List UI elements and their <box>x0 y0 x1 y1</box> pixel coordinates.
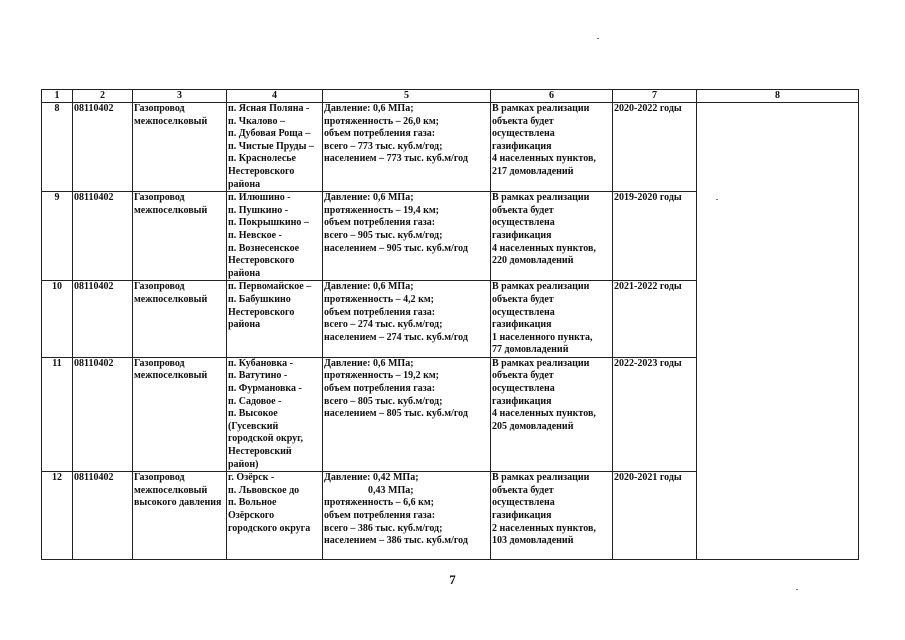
parameters-cell-line: протяженность – 19,2 км; <box>324 370 440 382</box>
table-header <box>42 90 859 103</box>
parameters-cell <box>323 192 491 281</box>
result-cell-line: газификация <box>492 510 552 521</box>
column-header-5: 5 <box>323 90 491 103</box>
route-cell-line: п. Краснолесье <box>228 153 296 165</box>
route-cell-line: района <box>228 267 261 279</box>
route-cell-line: п. Фурмановка - <box>228 383 302 395</box>
object-type-cell <box>133 281 227 358</box>
period-cell: 2022-2023 годы <box>613 357 697 471</box>
period-cell: 2020-2021 годы <box>613 472 697 560</box>
row-number-cell: 8 <box>42 103 73 192</box>
period-cell: 2020-2022 годы <box>613 103 697 192</box>
row-number-cell: 12 <box>42 472 73 560</box>
route-cell-line: района <box>228 178 261 190</box>
route-cell-line: п. Кубановка - <box>228 357 293 369</box>
route-cell <box>227 357 323 471</box>
route-cell-line: г. Озёрск - <box>228 472 275 484</box>
result-cell <box>491 357 613 471</box>
route-cell <box>227 192 323 281</box>
result-cell-line: газификация <box>492 140 552 152</box>
route-cell-line: п. Чистые Пруды – <box>228 140 314 152</box>
route-cell-line: п. Пушкино - <box>228 204 289 216</box>
result-cell-line: 2 населенных пунктов, <box>492 522 596 534</box>
object-type-cell-line: Газопровод <box>134 472 185 484</box>
result-cell-line: объекта будет <box>492 484 554 496</box>
result-cell-line: 103 домовладений <box>492 535 574 547</box>
route-cell-line: (Гусевский <box>228 420 279 432</box>
parameters-cell-line: протяженность – 6,6 км; <box>324 497 435 509</box>
parameters-cell-line: 0,43 МПа; <box>368 484 414 496</box>
result-cell-line: осуществлена <box>492 497 555 509</box>
object-type-cell-line: межпоселковый <box>134 115 208 127</box>
parameters-cell-line: всего – 274 тыс. куб.м/год; <box>324 319 443 331</box>
result-cell-line: 220 домовладений <box>492 255 574 267</box>
object-type-cell-line: Газопровод <box>134 103 185 114</box>
parameters-cell-line: Давление: 0,6 МПа; <box>324 281 414 293</box>
scan-speck <box>597 38 599 39</box>
route-cell-line: п. Дубовая Роща – <box>228 128 311 140</box>
result-cell-line: газификация <box>492 319 552 331</box>
parameters-cell-line: объем потребления газа: <box>324 383 436 395</box>
result-cell <box>491 103 613 192</box>
object-type-cell-line: Газопровод <box>134 192 185 204</box>
parameters-cell-line: протяженность – 4,2 км; <box>324 293 435 305</box>
object-type-cell <box>133 357 227 471</box>
result-cell-line: В рамках реализации <box>492 103 590 114</box>
route-cell-line: п. Невское - <box>228 229 282 241</box>
table-row <box>42 103 859 192</box>
code-cell: 08110402 <box>73 357 133 471</box>
parameters-cell-line: объем потребления газа: <box>324 217 436 229</box>
page-number: 7 <box>449 572 456 587</box>
result-cell <box>491 281 613 358</box>
parameters-cell-line: объем потребления газа: <box>324 510 436 521</box>
parameters-cell-line: населением – 274 тыс. куб.м/год <box>324 331 468 343</box>
object-type-cell-line: межпоселковый <box>134 484 208 496</box>
parameters-cell-line: протяженность – 19,4 км; <box>324 204 440 216</box>
object-type-cell-line: Газопровод <box>134 357 185 369</box>
result-cell-line: 217 домовладений <box>492 165 574 177</box>
route-cell-line: п. Илюшино - <box>228 192 291 204</box>
row-number-cell: 9 <box>42 192 73 281</box>
parameters-cell-line: Давление: 0,42 МПа; <box>324 472 419 484</box>
route-cell-line: п. Вознесенское <box>228 242 300 254</box>
result-cell-line: объекта будет <box>492 204 554 216</box>
note-cell <box>697 103 859 560</box>
route-cell-line: района <box>228 319 261 331</box>
route-cell <box>227 281 323 358</box>
parameters-cell-line: Давление: 0,6 МПа; <box>324 192 414 204</box>
route-cell-line: п. Бабушкино <box>228 293 291 305</box>
object-type-cell <box>133 103 227 192</box>
parameters-cell-line: Давление: 0,6 МПа; <box>324 357 414 369</box>
route-cell-line: п. Первомайское – <box>228 281 312 293</box>
parameters-cell <box>323 472 491 560</box>
parameters-cell <box>323 103 491 192</box>
parameters-cell-line: населением – 386 тыс. куб.м/год <box>324 535 468 547</box>
data-table <box>41 89 859 560</box>
object-type-cell-line: высокого давления <box>134 497 222 509</box>
result-cell-line: газификация <box>492 395 552 407</box>
route-cell-line: п. Чкалово – <box>228 115 285 127</box>
route-cell-line: городской округ, <box>228 433 304 445</box>
code-cell: 08110402 <box>73 281 133 358</box>
route-cell-line: Нестеровского <box>228 306 295 318</box>
result-cell-line: В рамках реализации <box>492 357 590 369</box>
result-cell <box>491 472 613 560</box>
object-type-cell-line: Газопровод <box>134 281 185 293</box>
column-header-4: 4 <box>227 90 323 103</box>
result-cell-line: осуществлена <box>492 306 555 318</box>
column-header-3: 3 <box>133 90 227 103</box>
parameters-cell-line: протяженность – 26,0 км; <box>324 115 440 127</box>
parameters-cell-line: населением – 773 тыс. куб.м/год <box>324 153 468 165</box>
route-cell-line: Озёрского <box>228 510 275 521</box>
result-cell-line: объекта будет <box>492 293 554 305</box>
route-cell <box>227 472 323 560</box>
result-cell-line: объекта будет <box>492 370 554 382</box>
column-header-1: 1 <box>42 90 73 103</box>
result-cell <box>491 192 613 281</box>
result-cell-line: 77 домовладений <box>492 344 569 356</box>
route-cell-line: Нестеровского <box>228 255 295 267</box>
code-cell: 08110402 <box>73 103 133 192</box>
result-cell-line: В рамках реализации <box>492 192 590 204</box>
parameters-cell <box>323 281 491 358</box>
result-cell-line: 4 населенных пунктов, <box>492 153 596 165</box>
code-cell: 08110402 <box>73 192 133 281</box>
object-type-cell-line: межпоселковый <box>134 293 208 305</box>
column-header-2: 2 <box>73 90 133 103</box>
scan-speck <box>716 199 718 200</box>
period-cell: 2021-2022 годы <box>613 281 697 358</box>
result-cell-line: 4 населенных пунктов, <box>492 242 596 254</box>
parameters-cell <box>323 357 491 471</box>
result-cell-line: газификация <box>492 229 552 241</box>
result-cell-line: 1 населенного пункта, <box>492 331 593 343</box>
parameters-cell-line: населением – 905 тыс. куб.м/год <box>324 242 468 254</box>
object-type-cell <box>133 472 227 560</box>
row-number-cell: 10 <box>42 281 73 358</box>
result-cell-line: осуществлена <box>492 217 555 229</box>
route-cell-line: п. Покрышкино – <box>228 217 309 229</box>
code-cell: 08110402 <box>73 472 133 560</box>
route-cell-line: п. Садовое - <box>228 395 282 407</box>
scan-speck <box>796 589 798 590</box>
route-cell-line: городского округа <box>228 522 311 534</box>
row-number-cell: 11 <box>42 357 73 471</box>
parameters-cell-line: всего – 805 тыс. куб.м/год; <box>324 395 443 407</box>
route-cell-line: район) <box>228 458 259 470</box>
table-body <box>42 103 859 560</box>
route-cell-line: п. Львовское до <box>228 484 300 496</box>
header-row <box>42 90 859 103</box>
route-cell-line: п. Вольное <box>228 497 277 509</box>
result-cell-line: осуществлена <box>492 128 555 140</box>
parameters-cell-line: всего – 386 тыс. куб.м/год; <box>324 522 443 534</box>
route-cell-line: Нестеровский <box>228 446 292 458</box>
object-type-cell-line: межпоселковый <box>134 370 208 382</box>
column-header-8: 8 <box>697 90 859 103</box>
route-cell-line: п. Ватутино - <box>228 370 288 382</box>
result-cell-line: В рамках реализации <box>492 281 590 293</box>
route-cell-line: п. Ясная Поляна - <box>228 103 310 114</box>
object-type-cell-line: межпоселковый <box>134 204 208 216</box>
column-header-7: 7 <box>613 90 697 103</box>
parameters-cell-line: объем потребления газа: <box>324 306 436 318</box>
parameters-cell-line: всего – 905 тыс. куб.м/год; <box>324 229 443 241</box>
route-cell-line: Нестеровского <box>228 165 295 177</box>
result-cell-line: 205 домовладений <box>492 420 574 432</box>
result-cell-line: В рамках реализации <box>492 472 590 484</box>
result-cell-line: объекта будет <box>492 115 554 127</box>
parameters-cell-line: всего – 773 тыс. куб.м/год; <box>324 140 443 152</box>
parameters-cell-line: населением – 805 тыс. куб.м/год <box>324 408 468 420</box>
object-type-cell <box>133 192 227 281</box>
parameters-cell-line: Давление: 0,6 МПа; <box>324 103 414 114</box>
period-cell: 2019-2020 годы <box>613 192 697 281</box>
route-cell-line: п. Высокое <box>228 408 278 420</box>
result-cell-line: 4 населенных пунктов, <box>492 408 596 420</box>
result-cell-line: осуществлена <box>492 383 555 395</box>
route-cell <box>227 103 323 192</box>
parameters-cell-line: объем потребления газа: <box>324 128 436 140</box>
column-header-6: 6 <box>491 90 613 103</box>
